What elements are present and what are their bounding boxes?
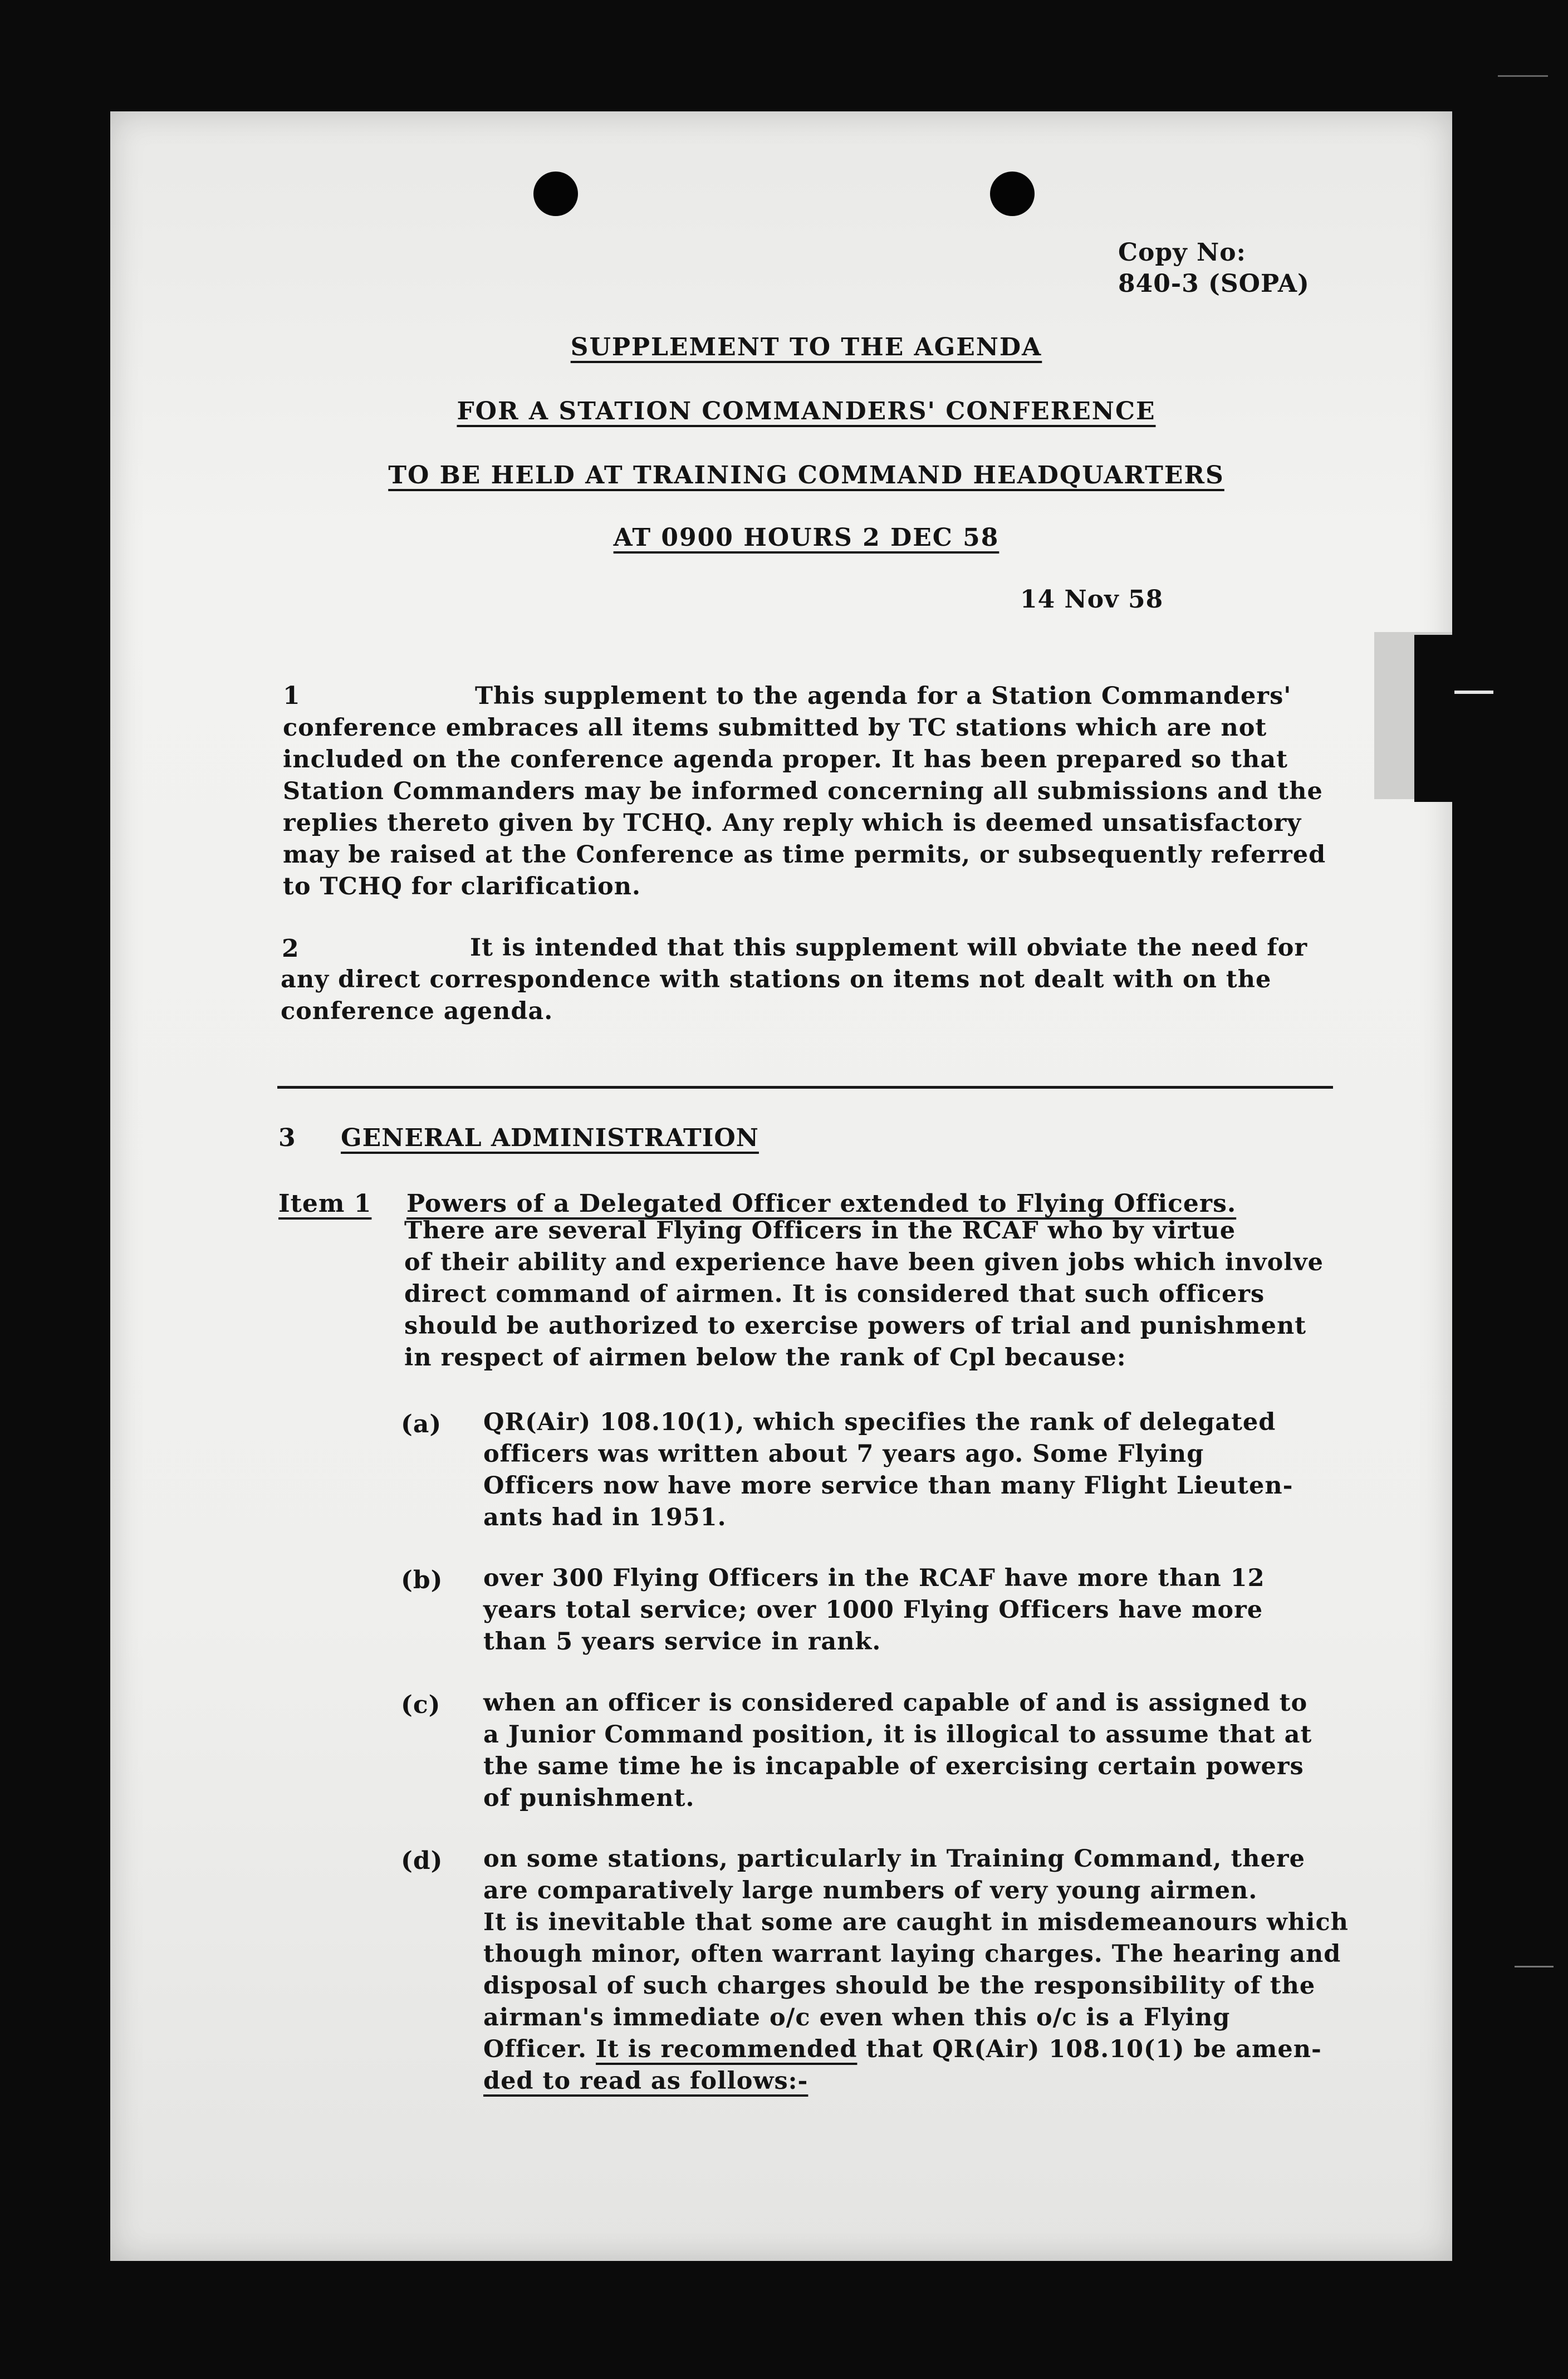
subitem-line: over 300 Flying Officers in the RCAF have more than 12 [483, 1564, 1265, 1592]
subitem-d [483, 1843, 1349, 2097]
subitem-line: disposal of such charges should be the responsibility of the [483, 1972, 1316, 2000]
tab-mark [1454, 691, 1493, 694]
subitem-line: on some stations, particularly in Training Command, there [483, 1845, 1305, 1873]
item-label: Item 1 [278, 1190, 372, 1218]
punch-hole-left [533, 172, 578, 216]
para1-line: included on the conference agenda proper. It has been prepared so that [283, 746, 1288, 774]
subitem-line: ded to read as follows:- [483, 2067, 808, 2095]
section-divider [277, 1086, 1333, 1089]
para1-line: may be raised at the Conference as time permits, or subsequently referred [283, 841, 1326, 869]
subitem-label-c: (c) [401, 1691, 441, 1719]
section-number: 3 [278, 1124, 296, 1152]
subitem-line: of punishment. [483, 1784, 695, 1812]
para1-line: replies thereto given by TCHQ. Any reply which is deemed unsatisfactory [283, 809, 1302, 837]
subitem-line: a Junior Command position, it is illogical to assume that at [483, 1721, 1312, 1749]
subitem-line: QR(Air) 108.10(1), which specifies the rank of delegated [483, 1408, 1276, 1436]
item-line: direct command of airmen. It is considered that such officers [404, 1280, 1265, 1308]
subitem-line: than 5 years service in rank. [483, 1628, 881, 1656]
item-line: should be authorized to exercise powers of trial and punishment [404, 1312, 1307, 1340]
item-line: There are several Flying Officers in the RCAF who by virtue [404, 1217, 1236, 1245]
item-body [404, 1215, 1324, 1374]
item-line: of their ability and experience have been given jobs which involve [404, 1249, 1324, 1276]
subitem-line: officers was written about 7 years ago. Some Flying [483, 1440, 1204, 1468]
title-line-4: AT 0900 HOURS 2 DEC 58 [613, 523, 999, 552]
document-date: 14 Nov 58 [1020, 585, 1164, 614]
item-line: in respect of airmen below the rank of Cpl because: [404, 1344, 1126, 1372]
subitem-line: airman's immediate o/c even when this o/c is a Flying [483, 2004, 1231, 2032]
section-heading: GENERAL ADMINISTRATION [341, 1124, 759, 1152]
subitem-line: Officers now have more service than many Flight Lieuten- [483, 1472, 1293, 1500]
subitem-line: ants had in 1951. [483, 1504, 727, 1531]
paragraph-2 [281, 932, 1307, 1027]
para2-line: any direct correspondence with stations on items not dealt with on the [281, 966, 1272, 993]
subitem-label-b: (b) [401, 1566, 443, 1594]
para2-line: conference agenda. [281, 997, 553, 1025]
title-line-3: TO BE HELD AT TRAINING COMMAND HEADQUARTERS [388, 461, 1224, 489]
para2-line: It is intended that this supplement will obviate the need for [470, 934, 1308, 962]
paragraph-1 [283, 681, 1326, 903]
para1-number: 1 [283, 682, 301, 710]
subitem-line: are comparatively large numbers of very young airmen. [483, 1877, 1258, 1905]
copy-number: 840-3 (SOPA) [1118, 270, 1310, 298]
edge-mark [1498, 75, 1548, 77]
copy-label: Copy No: [1118, 238, 1246, 267]
index-tab [1414, 635, 1464, 802]
title-line-2: FOR A STATION COMMANDERS' CONFERENCE [457, 397, 1156, 425]
subitem-label-a: (a) [401, 1410, 442, 1438]
subitem-line: Officer. It is recommended that QR(Air) 108.10(1) be amen- [483, 2035, 1322, 2063]
subitem-line: though minor, often warrant laying charges. The hearing and [483, 1940, 1341, 1968]
para1-line: conference embraces all items submitted by TC stations which are not [283, 714, 1267, 742]
para2-number: 2 [282, 934, 300, 963]
subitem-line: It is inevitable that some are caught in misdemeanours which [483, 1908, 1349, 1936]
para1-line: This supplement to the agenda for a Station Commanders' [475, 682, 1292, 710]
title-line-1: SUPPLEMENT TO THE AGENDA [570, 333, 1042, 361]
para1-line: Station Commanders may be informed concerning all submissions and the [283, 777, 1323, 805]
edge-mark [1515, 1966, 1554, 1967]
subitem-label-d: (d) [401, 1847, 443, 1875]
subitem-line: when an officer is considered capable of and is assigned to [483, 1689, 1308, 1717]
subitem-line: the same time he is incapable of exercising certain powers [483, 1753, 1304, 1780]
subitem-b [483, 1563, 1265, 1658]
para1-line: to TCHQ for clarification. [283, 873, 641, 900]
subitem-line: years total service; over 1000 Flying Officers have more [483, 1596, 1263, 1624]
subitem-a [483, 1407, 1293, 1534]
item-heading: Powers of a Delegated Officer extended to Flying Officers. [406, 1190, 1237, 1218]
punch-hole-right [990, 172, 1035, 216]
subitem-c [483, 1687, 1312, 1814]
